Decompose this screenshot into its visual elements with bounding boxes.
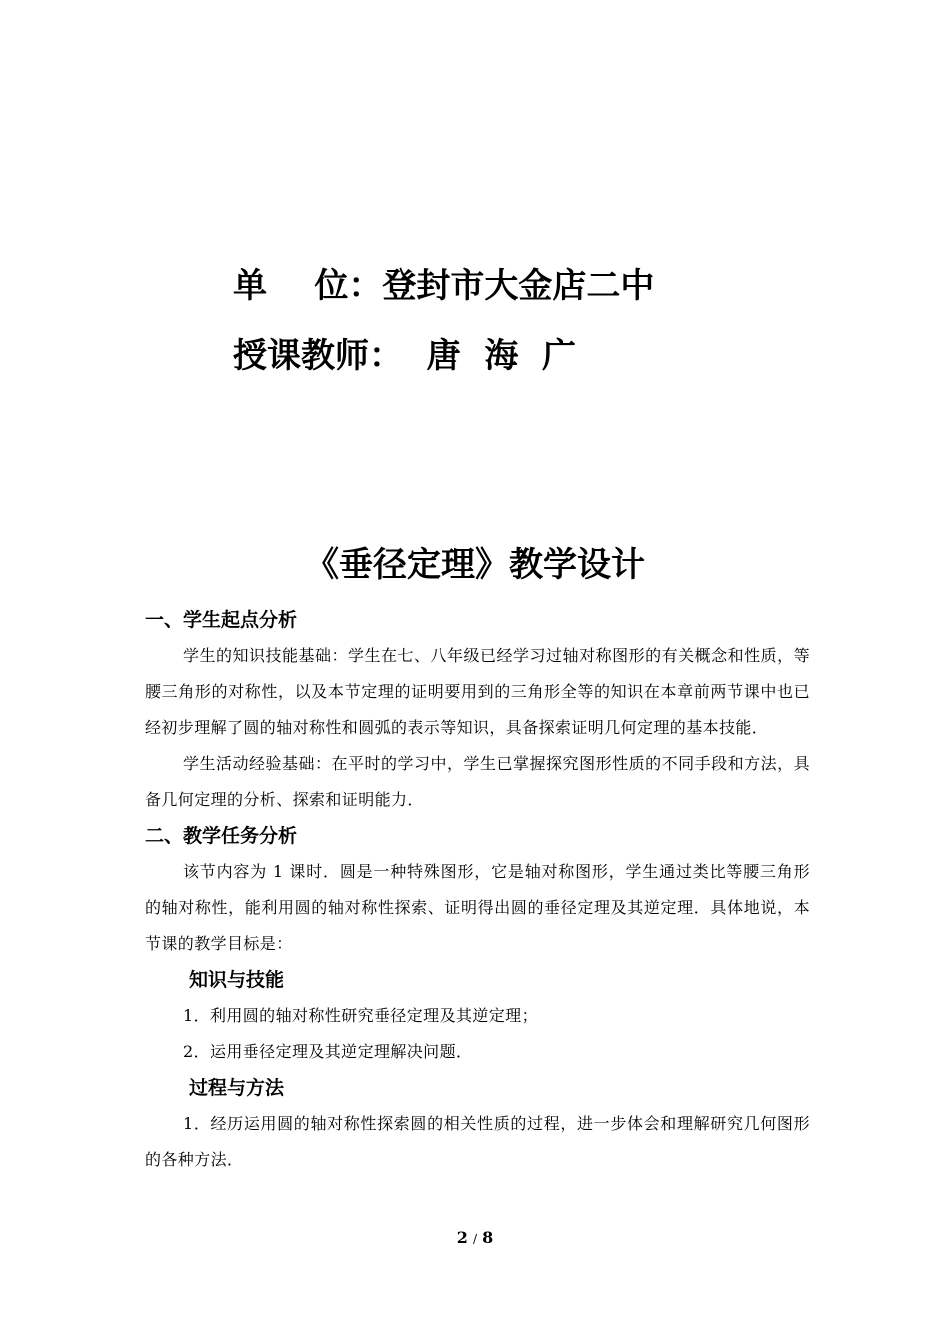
page-total: 8 (482, 1228, 494, 1247)
list-item-knowledge-2: 2．运用垂径定理及其逆定理解决问题． (183, 1042, 473, 1061)
list-item-knowledge-1: 1．利用圆的轴对称性研究垂径定理及其逆定理； (183, 1006, 538, 1025)
cover-unit-line: 单 位：登封市大金店二中 (233, 266, 655, 306)
paragraph-activity-basis: 学生活动经验基础：在平时的学习中，学生已掌握探究图形性质的不同手段和方法，具备几何定理的分析、探索和证明能力． (145, 754, 810, 809)
document-body (145, 602, 810, 1178)
document-title: 《垂径定理》教学设计 (305, 545, 645, 585)
paragraph-task-overview: 该节内容为 1 课时．圆是一种特殊图形，它是轴对称图形，学生通过类比等腰三角形的轴对称性，能利用圆的轴对称性探索、证明得出圆的垂径定理及其逆定理．具体地说，本节课的教学目标是： (145, 862, 810, 953)
paragraph-knowledge-basis: 学生的知识技能基础：学生在七、八年级已经学习过轴对称图形的有关概念和性质，等腰三角形的对称性，以及本节定理的证明要用到的三角形全等的知识在本章前两节课中也已经初步理解了圆的轴对称性和圆弧的表示等知识，具备探索证明几何定理的基本技能． (145, 646, 810, 737)
cover-teacher-line: 授课教师： 唐 海 广 (233, 336, 577, 376)
page-separator: / (472, 1232, 478, 1246)
subheading-knowledge-skills: 知识与技能 (189, 969, 285, 991)
list-item-process-1: 1．经历运用圆的轴对称性探索圆的相关性质的过程，进一步体会和理解研究几何图形的各种方法． (145, 1114, 810, 1169)
section-heading-task-analysis: 二、教学任务分析 (145, 825, 298, 847)
page-number (0, 1226, 950, 1251)
section-heading-student-analysis: 一、学生起点分析 (145, 609, 298, 631)
subheading-process-methods: 过程与方法 (189, 1077, 285, 1099)
page-current: 2 (456, 1228, 468, 1247)
